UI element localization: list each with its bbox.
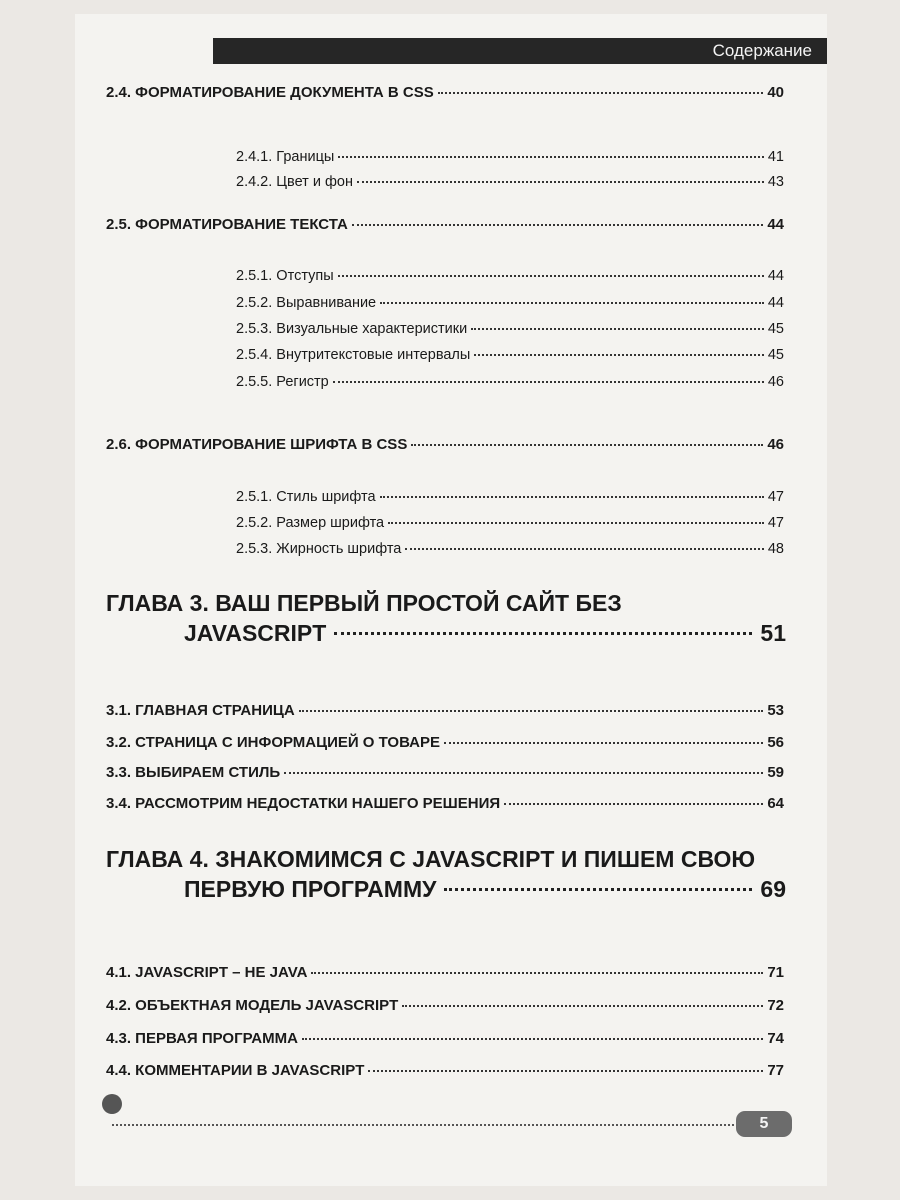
toc-entry-label: 2.5.5. Регистр xyxy=(236,374,329,390)
dot-leader xyxy=(334,632,752,635)
toc-entry[interactable] xyxy=(236,346,784,364)
footer-rule xyxy=(112,1124,734,1126)
chapter-title-line1: ГЛАВА 3. ВАШ ПЕРВЫЙ ПРОСТОЙ САЙТ БЕЗ xyxy=(106,590,622,616)
toc-entry-label: 4.2. ОБЪЕКТНАЯ МОДЕЛЬ JAVASCRIPT xyxy=(106,997,399,1014)
toc-entry-label: 2.4. ФОРМАТИРОВАНИЕ ДОКУМЕНТА В CSS xyxy=(106,84,434,101)
toc-entry-label: 4.3. ПЕРВАЯ ПРОГРАММА xyxy=(106,1030,298,1047)
toc-entry-page: 53 xyxy=(767,702,784,719)
chapter-page: 69 xyxy=(760,876,786,902)
dot-leader xyxy=(504,803,763,805)
toc-entry-page: 44 xyxy=(767,295,784,311)
toc-entry-page: 41 xyxy=(767,149,784,165)
toc-entry[interactable] xyxy=(236,514,784,532)
toc-entry[interactable] xyxy=(236,320,784,338)
toc-entry[interactable] xyxy=(106,795,784,813)
toc-entry-label: 2.5.4. Внутритекстовые интервалы xyxy=(236,347,471,363)
toc-entry-label: 4.4. КОММЕНТАРИИ В JAVASCRIPT xyxy=(106,1062,365,1079)
chapter-4-entry[interactable] xyxy=(106,844,786,904)
toc-entry[interactable] xyxy=(106,734,784,752)
toc-entry-label: 2.5.3. Жирность шрифта xyxy=(236,541,402,557)
toc-entry-page: 40 xyxy=(767,84,784,101)
footer-dot xyxy=(102,1094,122,1114)
toc-entry[interactable] xyxy=(106,1062,784,1080)
toc-entry-page: 43 xyxy=(767,174,784,190)
toc-entry[interactable] xyxy=(236,373,784,391)
toc-entry-label: 3.4. РАССМОТРИМ НЕДОСТАТКИ НАШЕГО РЕШЕНИЯ xyxy=(106,795,501,812)
toc-entry-page: 47 xyxy=(767,515,784,531)
dot-leader xyxy=(405,548,764,550)
toc-entry-label: 4.1. JAVASCRIPT – НЕ JAVA xyxy=(106,964,308,981)
toc-entry[interactable] xyxy=(236,540,784,558)
toc-entry-page: 72 xyxy=(767,997,784,1014)
dot-leader xyxy=(299,710,764,712)
dot-leader xyxy=(402,1005,763,1007)
toc-entry-page: 59 xyxy=(767,764,784,781)
dot-leader xyxy=(368,1070,763,1072)
chapter-3-entry[interactable] xyxy=(106,588,786,648)
toc-entry-label: 2.5. ФОРМАТИРОВАНИЕ ТЕКСТА xyxy=(106,216,348,233)
toc-entry-label: 3.2. СТРАНИЦА С ИНФОРМАЦИЕЙ О ТОВАРЕ xyxy=(106,734,441,751)
toc-entry-label: 2.4.1. Границы xyxy=(236,149,335,165)
toc-entry[interactable] xyxy=(106,216,784,234)
toc-entry[interactable] xyxy=(106,436,784,454)
toc-entry[interactable] xyxy=(106,1030,784,1048)
toc-entry-page: 45 xyxy=(767,347,784,363)
toc-entry-label: 2.5.3. Визуальные характеристики xyxy=(236,321,468,337)
dot-leader xyxy=(338,156,764,158)
toc-entry-page: 77 xyxy=(767,1062,784,1079)
dot-leader xyxy=(444,888,752,891)
toc-entry[interactable] xyxy=(236,488,784,506)
toc-entry[interactable] xyxy=(106,84,784,102)
toc-entry-label: 3.1. ГЛАВНАЯ СТРАНИЦА xyxy=(106,702,295,719)
toc-entry-page: 44 xyxy=(767,216,784,233)
dot-leader xyxy=(338,275,764,277)
dot-leader xyxy=(444,742,763,744)
chapter-title-line2: ПЕРВУЮ ПРОГРАММУ xyxy=(184,876,437,902)
page-number-badge: 5 xyxy=(736,1111,792,1137)
toc-entry[interactable] xyxy=(106,964,784,982)
dot-leader xyxy=(380,496,764,498)
toc-entry-label: 2.4.2. Цвет и фон xyxy=(236,174,353,190)
toc-entry[interactable] xyxy=(236,173,784,191)
dot-leader xyxy=(284,772,763,774)
dot-leader xyxy=(388,522,764,524)
toc-entry-label: 2.5.2. Размер шрифта xyxy=(236,515,385,531)
toc-entry[interactable] xyxy=(106,997,784,1015)
toc-entry-page: 48 xyxy=(767,541,784,557)
toc-entry[interactable] xyxy=(106,764,784,782)
dot-leader xyxy=(311,972,763,974)
toc-entry-label: 2.5.1. Отступы xyxy=(236,268,334,284)
toc-entry-page: 74 xyxy=(767,1030,784,1047)
dot-leader xyxy=(411,444,763,446)
toc-entry-label: 2.5.1. Стиль шрифта xyxy=(236,489,376,505)
toc-entry-page: 44 xyxy=(767,268,784,284)
dot-leader xyxy=(471,328,764,330)
dot-leader xyxy=(333,381,764,383)
toc-entry[interactable] xyxy=(236,267,784,285)
toc-entry-page: 71 xyxy=(767,964,784,981)
dot-leader xyxy=(438,92,764,94)
dot-leader xyxy=(302,1038,763,1040)
toc-entry[interactable] xyxy=(236,294,784,312)
toc-entry-page: 47 xyxy=(767,489,784,505)
toc-entry-label: 2.5.2. Выравнивание xyxy=(236,295,377,311)
dot-leader xyxy=(474,354,764,356)
toc-entry-page: 46 xyxy=(767,374,784,390)
toc-entry-page: 56 xyxy=(767,734,784,751)
toc-entry-page: 45 xyxy=(767,321,784,337)
header-title: Содержание xyxy=(712,41,812,60)
toc-entry-page: 64 xyxy=(767,795,784,812)
dot-leader xyxy=(380,302,764,304)
toc-entry-label: 2.6. ФОРМАТИРОВАНИЕ ШРИФТА В CSS xyxy=(106,436,408,453)
toc-entry-page: 46 xyxy=(767,436,784,453)
toc-entry-label: 3.3. ВЫБИРАЕМ СТИЛЬ xyxy=(106,764,281,781)
chapter-page: 51 xyxy=(760,620,786,646)
dot-leader xyxy=(357,181,764,183)
toc-entry[interactable] xyxy=(236,148,784,166)
chapter-title-line1: ГЛАВА 4. ЗНАКОМИМСЯ С JAVASCRIPT И ПИШЕМ СВОЮ xyxy=(106,846,756,872)
chapter-title-line2: JAVASCRIPT xyxy=(184,620,327,646)
toc-entry[interactable] xyxy=(106,702,784,720)
dot-leader xyxy=(352,224,764,226)
